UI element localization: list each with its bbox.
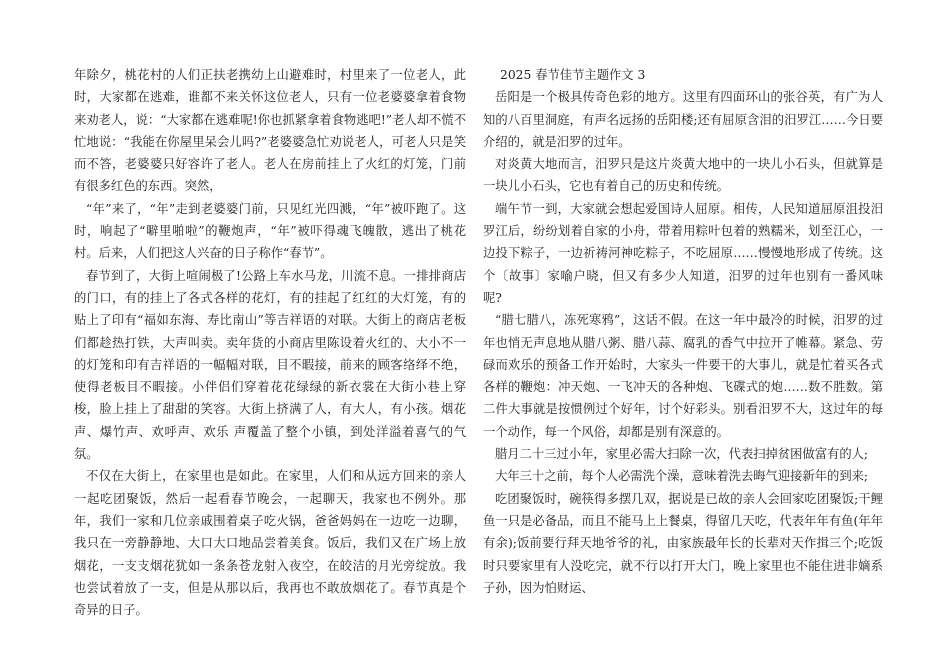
left-column	[74, 64, 466, 621]
paragraph: 年除夕，桃花村的人们正扶老携幼上山避难时，村里来了一位老人，此时，大家都在逃难，谁都不来关怀这位老人，只有一位老婆婆拿着食物来劝老人，说：“大家都在逃难呢!你也抓紧拿着食物逃吧!”老人却不慌不忙地说：“我能在你屋里呆会儿吗?”老婆婆急忙劝说老人，可老人只是笑而不答，老婆婆只好容许了老人。老人在房前挂上了火红的灯笼，门前有很多红色的东西。突然，	[74, 68, 466, 194]
right-column	[483, 64, 883, 599]
paragraph: 腊月二十三过小年，家里必需大扫除一次，代表扫掉贫困做富有的人;	[495, 447, 869, 462]
paragraph: 春节到了，大街上喧闹极了!公路上车水马龙，川流不息。一排排商店的门口，有的挂上了各式各样的花灯，有的挂起了红红的大灯笼，有的贴上了印有“福如东海、寿比南山”等吉祥语的对联。大街上的商店老板们都趁热打铁，大声叫卖。卖年货的小商店里陈设着火红的、大小不一的灯笼和印有吉祥语的一幅幅对联，目不暇接，前来的顾客络绎不绝，使得老板目不暇接。小伴侣们穿着花花绿绿的新衣裳在大街小巷上穿梭，脸上挂上了甜甜的笑容。大街上挤满了人，有大人，有小孩。烟花声、爆竹声、欢呼声、欢乐 声覆盖了整个小镇，到处洋溢着喜气的气氛。	[74, 268, 466, 462]
essay-title: 2025 春节佳节主题作文 3	[500, 68, 646, 82]
paragraph: 端午节一到，大家就会想起爱国诗人屈原。相传，人民知道屈原沮投汨罗江后，纷纷划着自家的小舟，带着用粽叶包着的熟糯米，划至江心，一边投下粽子，一边祈祷河神吃粽子，不吃屈原……慢慢地形成了传统。这个〔故事〕家喻户晓，但又有多少人知道，汨罗的过年也别有一番风味呢?	[483, 201, 883, 305]
paragraph: “年”来了，“年”走到老婆婆门前，只见红光四溅，“年”被吓跑了。这时，响起了“噼里啪啦”的鞭炮声，“年”被吓得魂飞魄散，逃出了桃花村。后来，人们把这人兴奋的日子称作“春节”。	[74, 201, 466, 261]
paragraph: 岳阳是一个极具传奇色彩的地方。这里有四面环山的张谷英，有广为人知的八百里洞庭，有声名远扬的岳阳楼;还有屈原含泪的汨罗江……今日要介绍的，就是汨罗的过年。	[483, 90, 883, 149]
paragraph: 大年三十之前，每个人必需洗个澡，意味着洗去晦气迎接新年的到来;	[495, 469, 869, 484]
paragraph: “腊七腊八，冻死寒鸦”，这话不假。在这一年中最冷的时候，汨罗的过年也悄无声息地从腊八粥、腊八蒜、腐乳的香气中拉开了帷幕。紧急、劳碌而欢乐的预备工作开始时，大家头一件要干的大事儿，就是忙着买各式各样的鞭炮：冲天炮、一飞冲天的各种炮、飞碟式的炮……数不胜数。第二件大事就是按惯例过个好年，讨个好彩头。别看汨罗不大，这过年的每一个动作，每一个风俗，却都是别有深意的。	[483, 313, 883, 439]
paragraph: 对炎黄大地而言，汨罗只是这片炎黄大地中的一块儿小石头，但就算是一块儿小石头，它也有着自己的历史和传统。	[483, 157, 883, 194]
paragraph: 不仅在大街上，在家里也是如此。在家里，人们和从远方回来的亲人一起吃团聚饭，然后一起看春节晚会，一起聊天，我家也不例外。那年，我们一家和几位亲戚围着桌子吃火锅，爸爸妈妈在一边吃一边聊，我只在一旁静静地、大口大口地品尝着美食。饭后，我们又在广场上放烟花，一支支烟花犹如一条条苍龙射入夜空，在皎洁的月光旁绽放。我也尝试着放了一支，但是从那以后，我再也不敢放烟花了。春节真是个奇异的日子。	[74, 469, 466, 618]
paragraph: 吃团聚饭时，碗筷得多摆几双，据说是已故的亲人会回家吃团聚饭;干鲤鱼一只是必备品，而且不能马上上餐桌，得留几天吃，代表年年有鱼(年年有余);饭前要行拜天地爷爷的礼，由家族最年长的长辈对天作揖三个;吃饭时只要家里有人没吃完，就不行以打开大门，晚上家里也不能住进非嫡系子孙，因为怕财运、	[483, 491, 883, 595]
